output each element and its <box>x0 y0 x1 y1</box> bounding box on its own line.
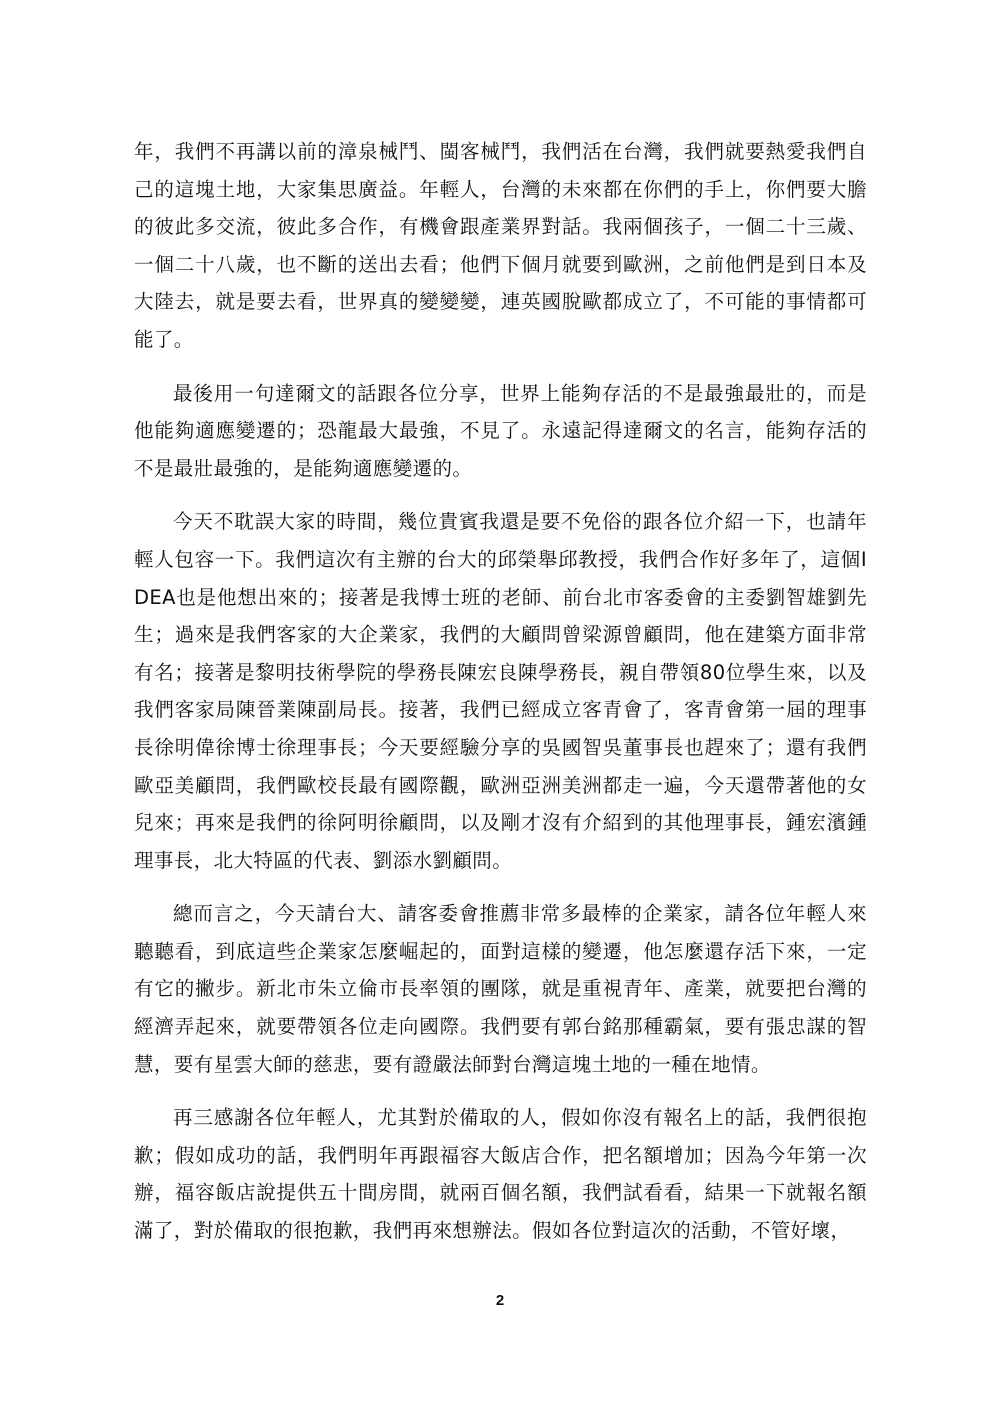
paragraph-thanks: 再三感謝各位年輕人，尤其對於備取的人，假如你沒有報名上的話，我們很抱歉；假如成功的話，我們明年再跟福容大飯店合作，把名額增加；因為今年第一次辦，福容飯店說提供五十間房間，就兩百個名額，我們試看看，結果一下就報名額滿了，對於備取的很抱歉，我們再來想辦法。假如各位對這次的活動，不管好壞， <box>134 1106 867 1243</box>
paragraph-continuation: 年，我們不再講以前的漳泉械鬥、閩客械鬥，我們活在台灣，我們就要熱愛我們自己的這塊土地，大家集思廣益。年輕人，台灣的未來都在你們的手上，你們要大膽的彼此多交流，彼此多合作，有機會跟產業界對話。我兩個孩子，一個二十三歲、一個二十八歲，也不斷的送出去看；他們下個月就要到歐洲，之前他們是到日本及大陸去，就是要去看，世界真的變變變，連英國脫歐都成立了，不可能的事情都可能了。 <box>134 140 867 351</box>
paragraph-darwin-quote: 最後用一句達爾文的話跟各位分享，世界上能夠存活的不是最強最壯的，而是他能夠適應變遷的；恐龍最大最強，不見了。永遠記得達爾文的名言，能夠存活的不是最壯最強的，是能夠適應變遷的。 <box>134 381 867 480</box>
paragraph-summary: 總而言之，今天請台大、請客委會推薦非常多最棒的企業家，請各位年輕人來聽聽看，到底這些企業家怎麼崛起的，面對這樣的變遷，他怎麼還存活下來，一定有它的撇步。新北市朱立倫市長率領的團隊，就是重視青年、產業，就要把台灣的經濟弄起來，就要帶領各位走向國際。我們要有郭台銘那種霸氣，要有張忠謀的智慧，要有星雲大師的慈悲，要有證嚴法師對台灣這塊土地的一種在地情。 <box>134 902 867 1076</box>
page-number: 2 <box>495 1292 505 1309</box>
body-text <box>134 133 867 1250</box>
paragraph-guest-introductions: 今天不耽誤大家的時間，幾位貴賓我還是要不免俗的跟各位介紹一下，也請年輕人包容一下。我們這次有主辦的台大的邱榮舉邱教授，我們合作好多年了，這個IDEA也是他想出來的；接著是我博士班的老師、前台北市客委會的主委劉智雄劉先生；過來是我們客家的大企業家，我們的大顧問曾梁源曾顧問，他在建築方面非常有名；接著是黎明技術學院的學務長陳宏良陳學務長，親自帶領80位學生來，以及我們客家局陳晉業陳副局長。接著，我們已經成立客青會了，客青會第一屆的理事長徐明偉徐博士徐理事長；今天要經驗分享的吳國智吳董事長也趕來了；還有我們歐亞美顧問，我們歐校長最有國際觀，歐洲亞洲美洲都走一遍，今天還帶著他的女兒來；再來是我們的徐阿明徐顧問，以及剛才沒有介紹到的其他理事長，鍾宏濱鍾理事長，北大特區的代表、劉添水劉顧問。 <box>134 510 867 872</box>
